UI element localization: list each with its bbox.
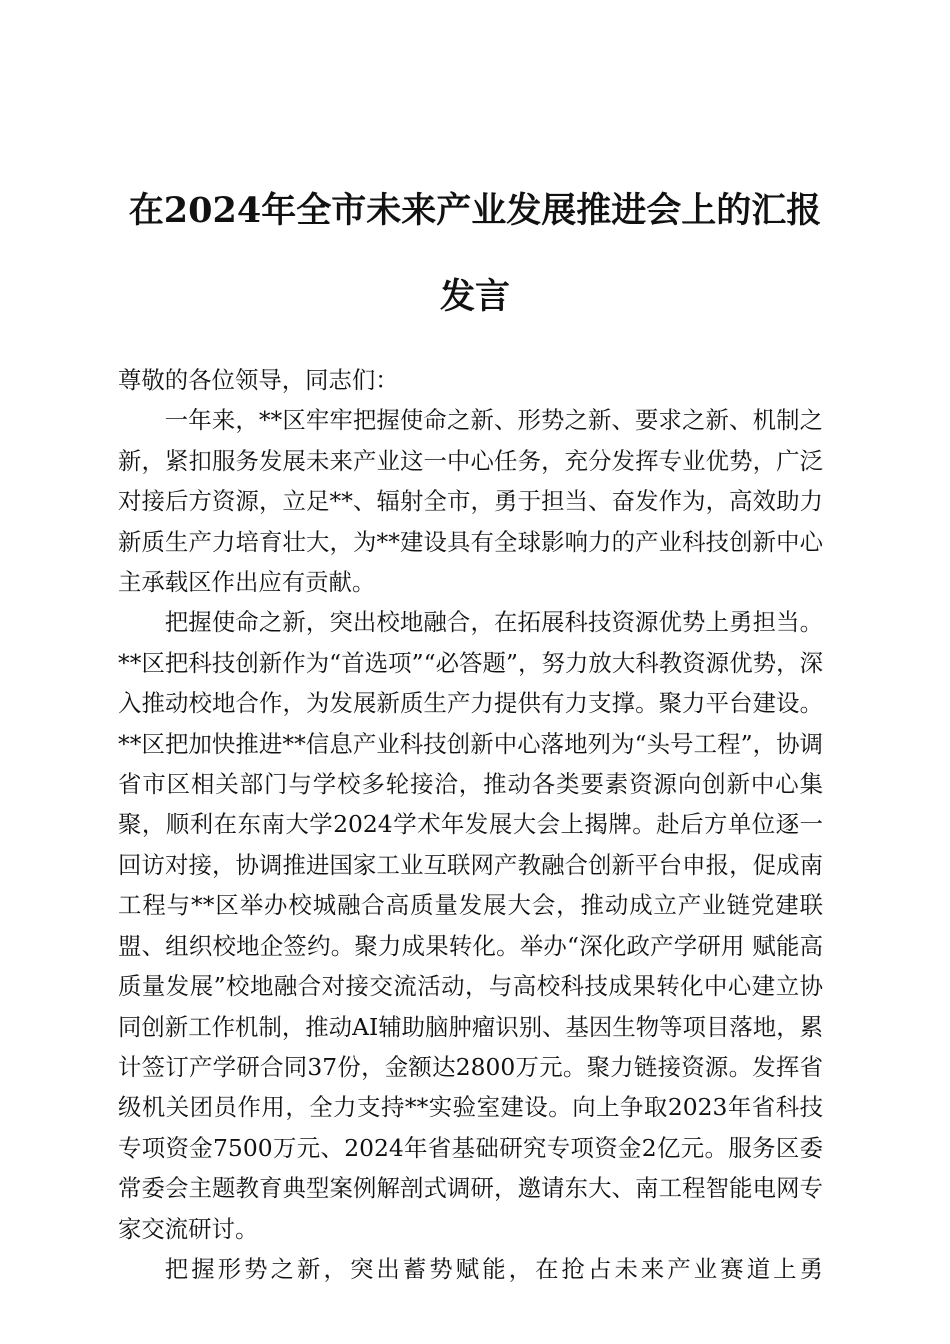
title-line-1: 在2024年全市未来产业发展推进会上的汇报	[128, 190, 822, 231]
paragraph: 一年来，**区牢牢把握使命之新、形势之新、要求之新、机制之新，紧扣服务发展未来产业这一中心任务，充分发挥专业优势，广泛对接后方资源，立足**、辐射全市，勇于担当、奋发作为，高效助力新质生产力培育壮大，为**建设具有全球影响力的产业科技创新中心主承载区作出应有贡献。	[118, 406, 823, 597]
document-body	[118, 360, 823, 1289]
salutation: 尊敬的各位领导，同志们：	[118, 366, 399, 394]
paragraph: 把握形势之新，突出蓄势赋能，在抢占未来产业赛道上勇	[164, 1254, 823, 1283]
document-title	[110, 168, 840, 340]
title-line-2: 发言	[439, 276, 510, 317]
paragraph: 把握使命之新，突出校地融合，在拓展科技资源优势上勇担当。**区把科技创新作为“首选项”“必答题”，努力放大科教资源优势，深入推动校地合作，为发展新质生产力提供有力支撑。聚力平台建设。**区把加快推进**信息产业科技创新中心落地列为“头号工程”，协调省市区相关部门与学校多轮接洽，推动各类要素资源向创新中心集聚，顺利在东南大学2024学术年发展大会上揭牌。赴后方单位逐一回访对接，协调推进国家工业互联网产教融合创新平台申报，促成南工程与**区举办校城融合高质量发展大会，推动成立产业链党建联盟、组织校地企签约。聚力成果转化。举办“深化政产学研用 赋能高质量发展”校地融合对接交流活动，与高校科技成果转化中心建立协同创新工作机制，推动AI辅助脑肿瘤识别、基因生物等项目落地，累计签订产学研合同37份，金额达2800万元。聚力链接资源。发挥省级机关团员作用，全力支持**实验室建设。向上争取2023年省科技专项资金7500万元、2024年省基础研究专项资金2亿元。服务区委常委会主题教育典型案例解剖式调研，邀请东大、南工程智能电网专家交流研讨。	[118, 608, 823, 1243]
